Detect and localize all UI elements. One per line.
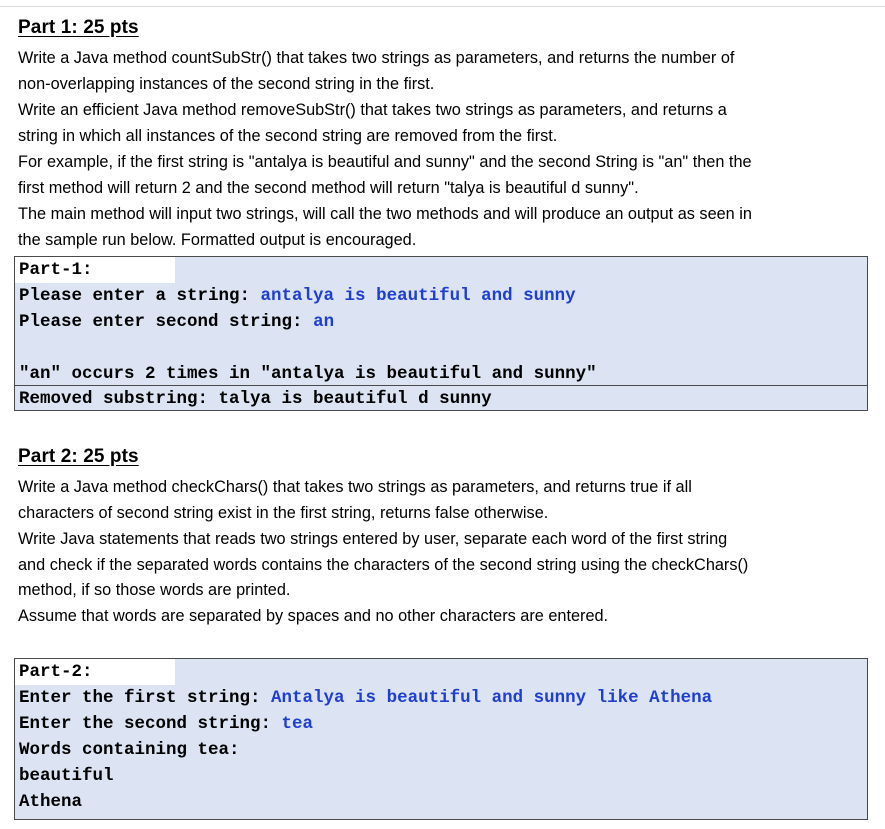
text-line: first method will return 2 and the second method will return "talya is beautiful d sunny". bbox=[18, 178, 639, 197]
text-line: the sample run below. Formatted output is encouraged. bbox=[18, 230, 417, 249]
part1-paragraph-main bbox=[18, 202, 860, 253]
user-input-text: tea bbox=[281, 714, 314, 734]
text-line: string in which all instances of the second string are removed from the first. bbox=[18, 126, 558, 145]
page-top-border bbox=[0, 6, 885, 7]
part1-heading: Part 1: 25 pts bbox=[18, 17, 139, 38]
user-input-text: an bbox=[313, 312, 335, 332]
prompt-text: Please enter second string: bbox=[19, 312, 314, 332]
console-line-result1: "an" occurs 2 times in "antalya is beautiful and sunny" bbox=[19, 364, 597, 384]
part1-paragraph-example bbox=[18, 150, 860, 201]
console-title: Part-1: bbox=[15, 257, 175, 283]
text-line: Assume that words are separated by spaces and no other characters are entered. bbox=[18, 607, 609, 625]
console-line-blank bbox=[15, 335, 867, 361]
console-line-prompt1 bbox=[15, 283, 867, 309]
console-line-label: Words containing tea: bbox=[19, 740, 240, 760]
text-line: Write an efficient Java method removeSubStr() that takes two strings as parameters, and returns a bbox=[18, 101, 727, 119]
prompt-text: Enter the first string: bbox=[19, 688, 272, 708]
console-line-word1: beautiful bbox=[19, 766, 114, 786]
text-line: and check if the separated words contains the characters of the second string using the checkChars() bbox=[18, 555, 749, 574]
text-line: characters of second string exist in the first string, returns false otherwise. bbox=[18, 503, 549, 522]
console-line-prompt2 bbox=[15, 309, 867, 335]
part2-paragraph-statements bbox=[18, 527, 860, 604]
text-line: method, if so those words are printed. bbox=[18, 581, 291, 599]
console-line-prompt2 bbox=[15, 711, 867, 737]
part1-paragraph-remove bbox=[18, 98, 860, 149]
console-line-result2: Removed substring: talya is beautiful d sunny bbox=[15, 385, 867, 411]
text-line: Write a Java method countSubStr() that takes two strings as parameters, and returns the number of bbox=[18, 49, 735, 67]
part2-sample-run bbox=[14, 658, 868, 820]
text-line: non-overlapping instances of the second string in the first. bbox=[18, 74, 435, 93]
prompt-text: Please enter a string: bbox=[19, 286, 261, 306]
text-line: The main method will input two strings, will call the two methods and will produce an output as seen in bbox=[18, 205, 752, 223]
text-line: For example, if the first string is "antalya is beautiful and sunny" and the second String is "an" then the bbox=[18, 153, 752, 171]
part2-heading: Part 2: 25 pts bbox=[18, 446, 139, 467]
part1-sample-run bbox=[14, 256, 868, 411]
part1-paragraph-count bbox=[18, 46, 860, 97]
user-input-text: antalya is beautiful and sunny bbox=[260, 286, 576, 306]
part2-paragraph-checkchars bbox=[18, 475, 860, 526]
text-line: Write a Java method checkChars() that takes two strings as parameters, and returns true if all bbox=[18, 478, 692, 496]
user-input-text: Antalya is beautiful and sunny like Athena bbox=[271, 688, 713, 708]
console-title: Part-2: bbox=[15, 659, 175, 685]
text-line: Write Java statements that reads two strings entered by user, separate each word of the first string bbox=[18, 530, 728, 548]
part2-paragraph-assume bbox=[18, 604, 860, 630]
console-line-prompt1 bbox=[15, 685, 867, 711]
console-line-word2: Athena bbox=[19, 792, 83, 812]
prompt-text: Enter the second string: bbox=[19, 714, 282, 734]
